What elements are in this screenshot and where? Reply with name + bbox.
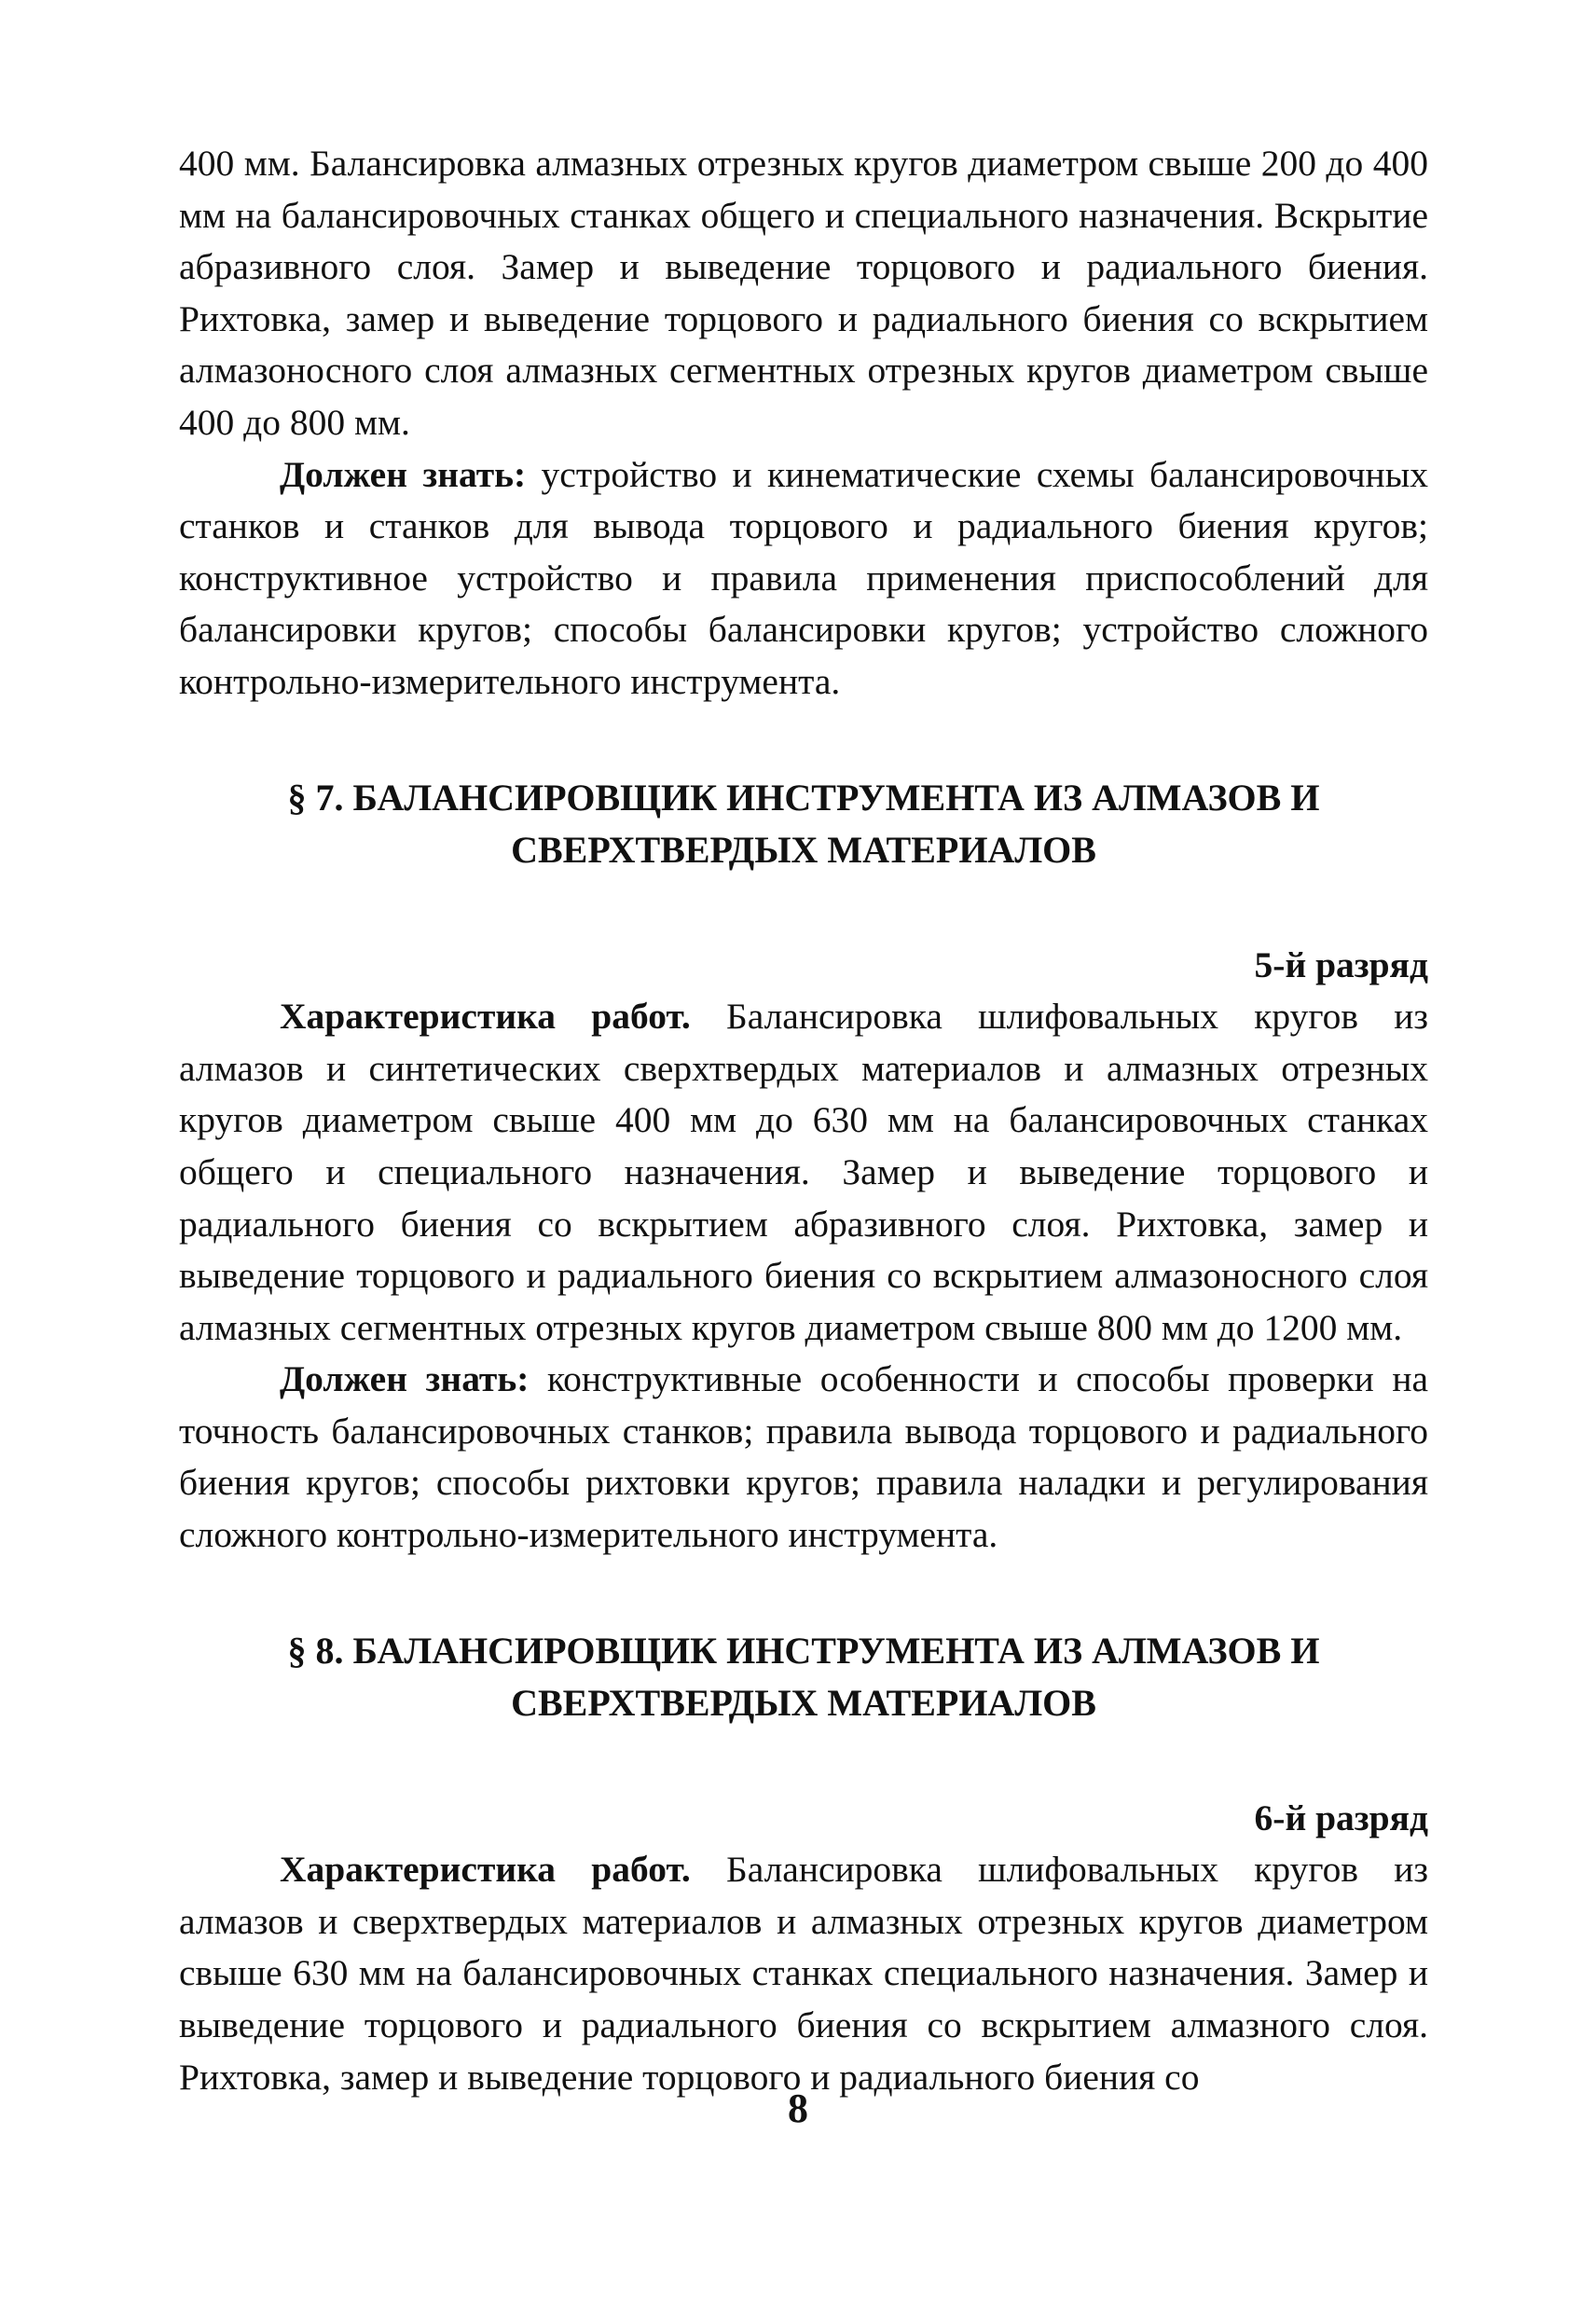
work-characteristics-label: Характеристика работ.: [280, 1849, 691, 1891]
intro-continuation-paragraph: [179, 138, 1428, 449]
section-7-knowledge-paragraph: [179, 1354, 1428, 1561]
section-7-heading: [179, 772, 1428, 876]
section-7-work-paragraph: [179, 991, 1428, 1354]
work-characteristics-text: Балансировка шлифовальных кругов из алмазов и сверхтвердых материалов и алмазных отрезных кругов диаметром свыше 630 мм на балансировочных станках специального назначения. Замер и выведение торцового и радиального биения со вскрытием алмазного слоя. Рихтовка, замер и выведение торцового и радиального биения со: [179, 1849, 1428, 2098]
document-page: [179, 138, 1428, 2103]
page-number: 8: [788, 2086, 808, 2131]
knowledge-label: Должен знать:: [280, 1358, 530, 1400]
work-characteristics-text: Балансировка шлифовальных кругов из алмазов и синтетических сверхтвердых материалов и алмазных отрезных кругов диаметром свыше 400 мм до 630 мм на балансировочных станках общего и специального назначения. Замер и выведение торцового и радиального биения со вскрытием абразивного слоя. Рихтовка, замер и выведение торцового и радиального биения со вскрытием алмазоносного слоя алмазных сегментных отрезных кругов диаметром свыше 800 мм до 1200 мм.: [179, 996, 1428, 1348]
section-8-heading-line-2: СВЕРХТВЕРДЫХ МАТЕРИАЛОВ: [511, 1681, 1096, 1724]
section-8-heading-line-1: § 8. БАЛАНСИРОВЩИК ИНСТРУМЕНТА ИЗ АЛМАЗОВ И: [287, 1629, 1320, 1672]
intro-knowledge-paragraph: [179, 449, 1428, 709]
section-8-work-paragraph: [179, 1844, 1428, 2103]
knowledge-text: конструктивные особенности и способы проверки на точность балансировочных станков; правила вывода торцового и радиального биения кругов; способы рихтовки кругов; правила наладки и регулирования сложного контрольно-измерительного инструмента.: [179, 1358, 1428, 1556]
section-7-heading-line-2: СВЕРХТВЕРДЫХ МАТЕРИАЛОВ: [511, 828, 1096, 871]
knowledge-text: устройство и кинематические схемы балансировочных станков и станков для вывода торцового и радиального биения кругов; конструктивное устройство и правила применения приспособлений для балансировки кругов; способы балансировки кругов; устройство сложного контрольно-измерительного инструмента.: [179, 453, 1428, 702]
section-7-grade: 5-й разряд: [1254, 943, 1428, 985]
section-7-heading-line-1: § 7. БАЛАНСИРОВЩИК ИНСТРУМЕНТА ИЗ АЛМАЗОВ И: [287, 776, 1320, 819]
intro-continuation-text: 400 мм. Балансировка алмазных отрезных кругов диаметром свыше 200 до 400 мм на балансировочных станках общего и специального назначения. Вскрытие абразивного слоя. Замер и выведение торцового и радиального биения. Рихтовка, замер и выведение торцового и радиального биения со вскрытием алмазоносного слоя алмазных сегментных отрезных кругов диаметром свыше 400 до 800 мм.: [179, 143, 1428, 443]
section-8-grade: 6-й разряд: [1254, 1797, 1428, 1838]
work-characteristics-label: Характеристика работ.: [280, 996, 691, 1038]
knowledge-label: Должен знать:: [280, 453, 527, 495]
section-8-heading: [179, 1625, 1428, 1729]
